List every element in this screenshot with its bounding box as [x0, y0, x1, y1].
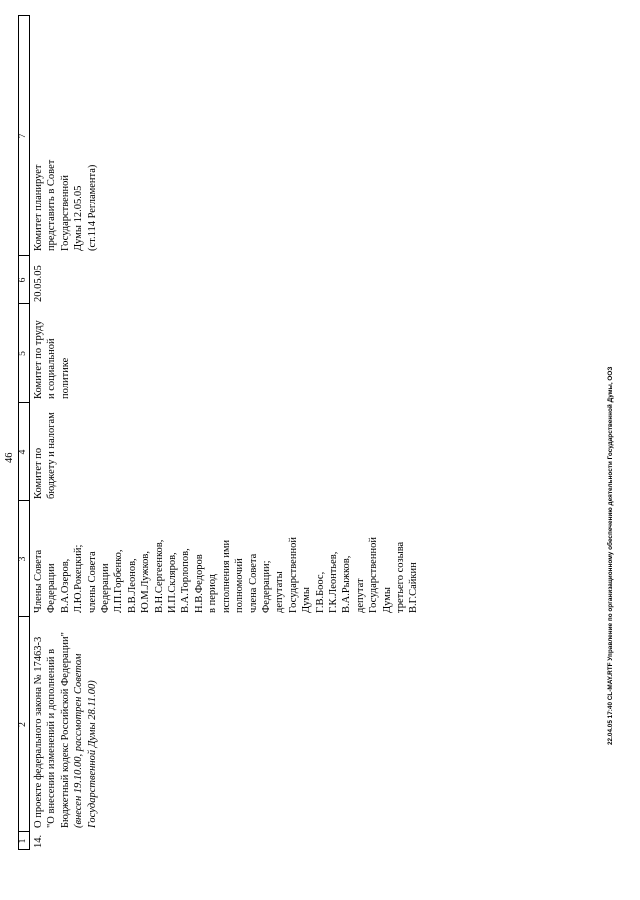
bill-title-line: "О внесении изменений и дополнений в [46, 648, 58, 828]
author-line: исполнения ими [220, 539, 232, 613]
author-line: Н.В.Федоров [193, 554, 205, 613]
plan-cell: Комитет планирует представить в Совет Государственной Думы 12.05.05 (ст.114 Регламента) [33, 159, 98, 251]
author-line: В.А.Торлопов, [180, 548, 192, 613]
author-line: Л.Ю.Рокецкий; [73, 544, 85, 613]
row-number: 14. [33, 834, 44, 848]
column-number: 6 [18, 277, 28, 283]
co-committee: Комитет по труду и социальной политике [33, 320, 71, 399]
author-line: Федерации [46, 563, 58, 613]
author-line: депутаты [274, 571, 286, 613]
bills-table [18, 15, 420, 850]
author-line: Г.В.Боос, [314, 571, 326, 613]
author-line: Ю.М.Лужков, [140, 550, 152, 613]
column-number: 1 [18, 838, 28, 844]
bill-history-line: Государственной Думы 28.11.00) [86, 680, 98, 828]
author-line: в период [207, 573, 219, 613]
bill-title-line: Бюджетный кодекс Российской Федерации" [59, 632, 71, 828]
author-line: В.А.Рыжков, [341, 555, 353, 613]
author-line: Государственной [287, 537, 299, 613]
author-line: В.Н.Сергеенков, [153, 539, 165, 613]
author-line: В.В.Леонов, [126, 558, 138, 613]
author-line: полномочий [234, 558, 246, 613]
author-line: члены Совета [86, 551, 98, 613]
date-cell: 20.05.05 [33, 265, 44, 302]
author-line: Федерации; [260, 560, 272, 613]
author-line: Государственной [368, 537, 380, 613]
bill-title-line: О проекте федерального закона № 17463-3 [33, 636, 44, 828]
column-number: 4 [18, 449, 28, 455]
author-line: В.А.Озеров, [59, 558, 71, 613]
column-number: 7 [18, 133, 28, 139]
column-number: 5 [18, 351, 28, 356]
author-line: И.П.Скляров, [167, 552, 179, 613]
author-line: депутат [354, 578, 366, 613]
author-line: В.Г.Сайкин [408, 562, 420, 613]
responsible-committee: Комитет по бюджету и налогам [33, 412, 58, 499]
author-line: члена Совета [247, 553, 259, 613]
author-line: Федерации [100, 563, 112, 613]
page-number: 46 [4, 452, 15, 463]
author-line: Члены Совета [33, 549, 44, 613]
author-line: Думы [381, 587, 393, 613]
document-footer: 22.04.05 17:40 CL-MAY.RTF Управление по организационному обеспечению деятельности Государственной Думы, ООЗ [607, 366, 614, 745]
author-line: Г.К.Леонтьев, [327, 551, 339, 613]
author-line: Л.П.Горбенко, [113, 549, 125, 613]
header-bottom-border [29, 15, 30, 850]
bill-history-line: (внесен 19.10.00, рассмотрен Советом [73, 653, 85, 828]
column-number: 3 [18, 556, 28, 562]
author-line: третьего созыва [394, 541, 406, 613]
column-number: 2 [18, 722, 28, 727]
author-line: Думы [301, 587, 313, 613]
bill-authors [32, 537, 421, 613]
bill-title [32, 632, 99, 828]
